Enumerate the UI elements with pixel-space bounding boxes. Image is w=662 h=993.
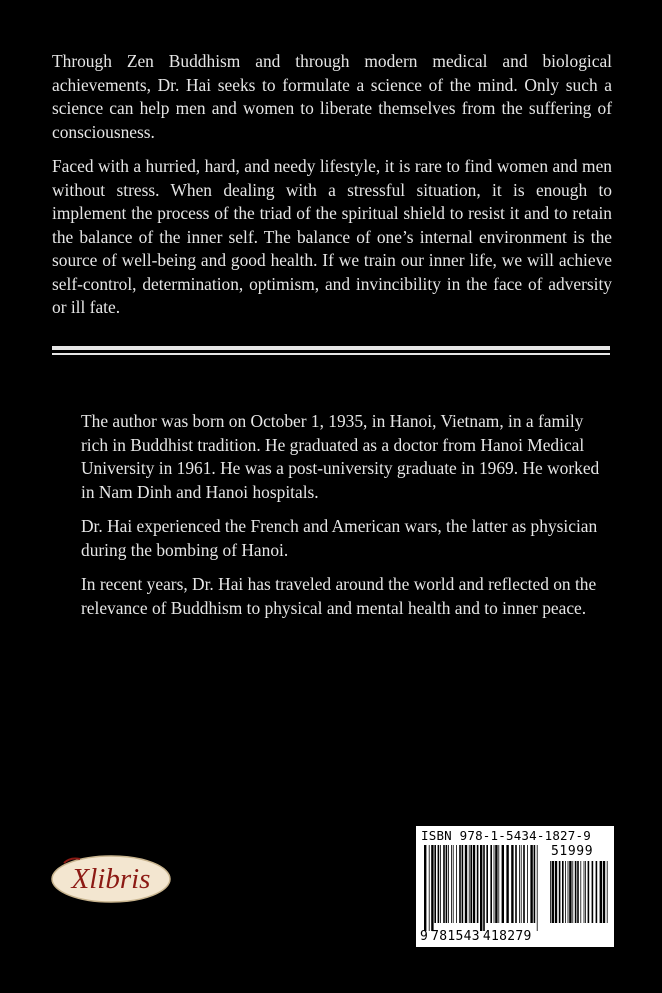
barcode-bar bbox=[552, 861, 554, 923]
barcode-bar bbox=[477, 845, 479, 923]
barcode-bar bbox=[502, 845, 504, 923]
ean-digits bbox=[420, 929, 532, 944]
barcode-bar bbox=[448, 845, 449, 923]
barcode-bar bbox=[527, 845, 528, 923]
ean-right-group: 418279 bbox=[482, 929, 532, 944]
addon-bars bbox=[550, 861, 608, 931]
barcode-bar bbox=[585, 861, 586, 923]
barcode-bar bbox=[440, 845, 441, 923]
barcode-bar bbox=[562, 861, 564, 923]
barcode-bar bbox=[565, 861, 566, 923]
barcode-bar bbox=[498, 845, 499, 923]
barcode-bar bbox=[559, 861, 561, 923]
barcode-bar bbox=[534, 845, 536, 923]
divider-rule-thin bbox=[52, 353, 610, 355]
barcode-bar bbox=[495, 845, 497, 923]
publisher-logo bbox=[50, 853, 172, 905]
author-bio bbox=[81, 410, 601, 631]
barcode-bar bbox=[588, 861, 590, 923]
barcode-bar bbox=[600, 861, 602, 923]
barcode-bar bbox=[506, 845, 508, 923]
barcode-bar bbox=[473, 845, 475, 923]
barcode-bar bbox=[469, 845, 470, 923]
barcode-bar bbox=[429, 845, 430, 931]
barcode-bar bbox=[490, 845, 492, 923]
barcode-bar bbox=[577, 861, 579, 923]
barcode-bar bbox=[438, 845, 440, 923]
barcode-bar bbox=[530, 845, 532, 923]
barcode-bar bbox=[459, 845, 461, 923]
bio-paragraph-2: Dr. Hai experienced the French and American wars, the latter as physician during the bombing of Hanoi. bbox=[81, 516, 598, 560]
ean-bars bbox=[424, 845, 540, 931]
barcode-bar bbox=[569, 861, 571, 923]
barcode-bar bbox=[443, 845, 445, 923]
barcode-bar bbox=[596, 861, 598, 923]
barcode-bar bbox=[568, 861, 569, 923]
barcode-bar bbox=[572, 861, 573, 923]
barcode-bar bbox=[446, 845, 448, 923]
blurb-paragraph-2: Faced with a hurried, hard, and needy lifestyle, it is rare to find women and men without stress. When dealing with a stressful situation, it is enough to implement the process of the triad of the spiritual shield to resist it and to retain the balance of the inner self. The balance of one’s internal environment is the source of well-being and good health. If we train our inner life, we will achieve self-control, determination, optimism, and invincibility in the face of adversity or ill fate. bbox=[52, 156, 612, 317]
barcode-bar bbox=[424, 845, 426, 931]
barcode-bar bbox=[451, 845, 452, 923]
barcode-bar bbox=[519, 845, 520, 923]
barcode-bar bbox=[480, 845, 482, 931]
price-addon-digits: 51999 bbox=[551, 844, 594, 859]
barcode-bar bbox=[575, 861, 577, 923]
barcode-bar bbox=[486, 845, 488, 923]
barcode-bar bbox=[584, 861, 585, 923]
barcode-bar bbox=[521, 845, 522, 923]
barcode-bar bbox=[603, 861, 605, 923]
book-blurb bbox=[52, 50, 612, 331]
barcode-bar bbox=[431, 845, 433, 931]
bio-paragraph-1: The author was born on October 1, 1935, in Hanoi, Vietnam, in a family rich in Buddhist tradition. He graduated as a doctor from Hanoi Medical University in 1961. He was a post-university graduate in 1969. He worked in Nam Dinh and Hanoi hospitals. bbox=[81, 411, 600, 502]
ean-lead-digit: 9 bbox=[420, 929, 429, 944]
barcode-bar bbox=[592, 861, 594, 923]
barcode-bar bbox=[483, 845, 485, 931]
barcode-bar bbox=[555, 861, 557, 923]
bio-paragraph-3: In recent years, Dr. Hai has traveled around the world and reflected on the relevance of Buddhism to physical and mental health and to inner peace. bbox=[81, 574, 597, 618]
barcode-bar bbox=[515, 845, 517, 923]
barcode-bar bbox=[537, 845, 538, 931]
isbn-label: ISBN 978-1-5434-1827-9 bbox=[421, 828, 591, 843]
barcode-bar bbox=[456, 845, 457, 923]
barcode-bar bbox=[462, 845, 464, 923]
isbn-barcode bbox=[416, 826, 614, 947]
barcode-bar bbox=[453, 845, 454, 923]
barcode-bar bbox=[434, 845, 436, 923]
barcode-bar bbox=[523, 845, 525, 923]
divider-rule-thick bbox=[52, 346, 610, 350]
publisher-logo-text: Xlibris bbox=[71, 863, 151, 895]
blurb-paragraph-1: Through Zen Buddhism and through modern medical and biological achievements, Dr. Hai seeks to formulate a science of the mind. Only such a science can help men and women to liberate themselves from the suffering of consciousness. bbox=[52, 51, 612, 142]
barcode-bar bbox=[550, 861, 551, 923]
barcode-bar bbox=[580, 861, 581, 923]
barcode-bar bbox=[494, 845, 495, 923]
barcode-bar bbox=[607, 861, 608, 923]
ean-left-group: 781543 bbox=[431, 929, 480, 944]
barcode-bar bbox=[465, 845, 467, 923]
barcode-bar bbox=[511, 845, 513, 923]
barcode-bar bbox=[470, 845, 472, 923]
